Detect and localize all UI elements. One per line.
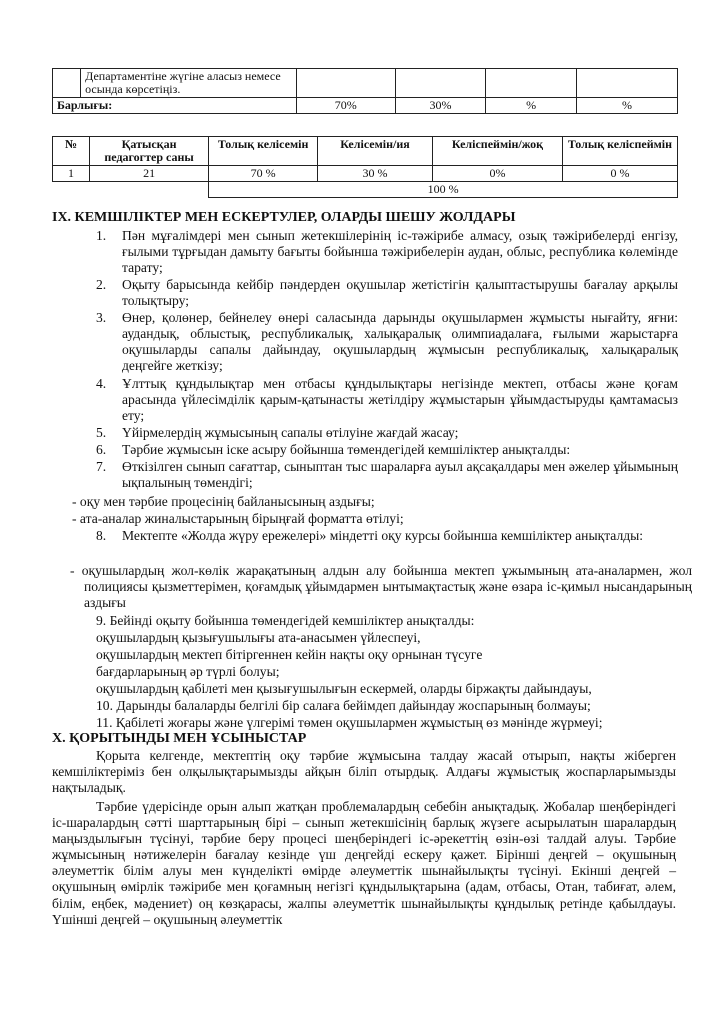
sub-item: оқушылардың қабілеті мен қызығушылығын ескермей, оларды біржақты дайындауы, — [96, 681, 592, 696]
table-cell: Департаментіне жүгіне алаcыз немесе осында көрсетіңіз. — [81, 69, 297, 98]
list-item: 10. Дарынды балаларды белгілі бір салаға бейімдеп дайындау жоспарының болмауы; — [96, 698, 591, 713]
table-cell — [53, 69, 81, 98]
list-item: 8. Мектепте «Жолда жүру ережелері» міндетті оқу курсы бойынша кемшіліктер анықталды: — [96, 528, 644, 543]
table-cell — [296, 69, 395, 98]
table-row — [53, 98, 678, 114]
table-cell — [395, 69, 486, 98]
list-item: 1. Пән мұғалімдері мен сынып жетекшілерінің іс-тәжірибе алмасу, озық тәжірибелерді енгізу, ғылыми тұрғыдан дамыту бағыты бойынша тәжірибелерін аудан, облыс, республика көлемінде тарату; — [96, 228, 678, 276]
survey-table-teachers — [52, 136, 678, 198]
table-cell — [89, 182, 208, 198]
section-heading: X. ҚОРЫТЫНДЫ МЕН ҰСЫНЫСТАР — [52, 731, 307, 746]
dash-item: - оқушылардың жол-көлік жарақатының алдын алу бойынша мектеп ұжымының ата-аналармен, жол полициясы қызметтерімен, қоғамдық ұйымдармен ынтымақтастық және өзара іс-қимыл нысандарының аздығы — [70, 563, 692, 611]
header-cell: Келіспеймін/жоқ — [433, 137, 563, 166]
dash-item: - ата-аналар жиналыстарының бірыңғай форматта өтілуі; — [72, 511, 404, 526]
table-cell — [576, 69, 677, 98]
paragraph: Тәрбие үдерісінде орын алып жатқан проблемалардың себебін анықтадық. Жобалар шеңберіндегі іс-шаралардың сәтті шарттарының бірі – сынып жетекшісінің барлық жүзеге асырылатын шаралардың маңыздылығын түсінуі, тәрбие беру процесі шеңберіндегі іс-әрекеттің өзін-өзі талдай алуы. Тәрбие жұмысының нәтижелерін бағалау кезінде үш деңгейді ескеру қажет. Бірінші деңгей – оқушының әлеуметтік білім алуы мен күнделікті өмірде әлеуметтік шынайылықты түсінуі. Екінші деңгей – оқушының өмірлік тәжірибе мен қоғамның негізгі құндылықтарына (адам, отбасы, Отан, табиғат, әлем, білім, еңбек, мәдениет) оң көзқарасы, жалпы әлеуметтік шынайылықты құндылық ретінде қабылдауы. Үшінші деңгей – оқушының әлеуметтік — [52, 799, 676, 927]
table-cell: 30% — [395, 98, 486, 114]
survey-table-top — [52, 68, 678, 114]
list-item: 2. Оқыту барысында кейбір пәндерден оқушылар жетістігін қалыптастырушы бағалау арқылы толықтыру; — [96, 277, 678, 309]
table-cell: 1 — [53, 166, 90, 182]
table-cell — [486, 69, 577, 98]
list-item: 3. Өнер, қолөнер, бейнелеу өнері саласында дарынды оқушылармен жұмысты нығайту, яғни: аудандық, облыстық, республикалық, халықаралық олимпиадалаға, ғылыми жарыстарға оқушыларды сапалы дайындау, оқушылардың жұмысын республикалық, халықаралық деңгейге жеткізу; — [96, 310, 678, 374]
total-label: Барлығы: — [53, 98, 297, 114]
list-item: 4. Ұлттық құндылықтар мен отбасы құндылықтары негізінде мектеп, отбасы және қоғам арасында үйлесімділік қарым-қатынасты жетілдіру жұмыстарын ұйымдастыруды қамтамасыз ету; — [96, 376, 678, 424]
total-cell: 100 % — [209, 182, 678, 198]
table-cell: 0% — [433, 166, 563, 182]
header-cell: Толық келісемін — [209, 137, 318, 166]
header-cell: Қатысқан педагогтер саны — [89, 137, 208, 166]
header-cell: № — [53, 137, 90, 166]
list-item: 6. Тәрбие жұмысын іске асыру бойынша төмендегідей кемшіліктер анықталды: — [96, 442, 571, 457]
sub-item: оқушылардың мектеп бітіргеннен кейін нақты оқу орнынан түсуге — [96, 647, 483, 662]
sub-item: оқушылардың қызығушылығы ата-анасымен үйлеспеуі, — [96, 630, 421, 645]
table-row — [53, 166, 678, 182]
table-cell: 0 % — [562, 166, 677, 182]
table-cell: 70% — [296, 98, 395, 114]
list-item: 7. Өткізілген сынып сағаттар, сыныптан тыс шараларға ауыл ақсақалдары мен әжелер ұйымының ықпалының төмендігі; — [96, 459, 678, 491]
header-cell: Келісемін/ия — [317, 137, 432, 166]
table-cell: 70 % — [209, 166, 318, 182]
paragraph: Қорыта келгенде, мектептің оқу тәрбие жұмысына талдау жасай отырып, нақты жіберген кемшіліктеріміз бен олқылықтарымызды айқын біліп отырдық. Алдағы жұмыстық жоспарларымызды нақтыладық. — [52, 748, 676, 796]
table-row — [53, 182, 678, 198]
list-item: 9. Бейінді оқыту бойынша төмендегідей кемшіліктер анықталды: — [96, 613, 475, 628]
table-cell: 21 — [89, 166, 208, 182]
dash-item: - оқу мен тәрбие процесінің байланысының аздығы; — [72, 494, 375, 509]
section-heading: IX. КЕМШІЛІКТЕР МЕН ЕСКЕРТУЛЕР, ОЛАРДЫ ШЕШУ ЖОЛДАРЫ — [52, 210, 516, 225]
table-cell — [53, 182, 90, 198]
sub-item: бағдарларының әр түрлі болуы; — [96, 664, 280, 679]
table-header-row — [53, 137, 678, 166]
header-cell: Толық келіспеймін — [562, 137, 677, 166]
list-item: 11. Қабілеті жоғары және үлгерімі төмен оқушылармен жұмыстың өз мәнінде жүрмеуі; — [96, 715, 603, 730]
table-cell: 30 % — [317, 166, 432, 182]
table-row — [53, 69, 678, 98]
table-cell: % — [576, 98, 677, 114]
table-cell: % — [486, 98, 577, 114]
list-item: 5. Үйірмелердің жұмысының сапалы өтілуіне жағдай жасау; — [96, 425, 459, 440]
